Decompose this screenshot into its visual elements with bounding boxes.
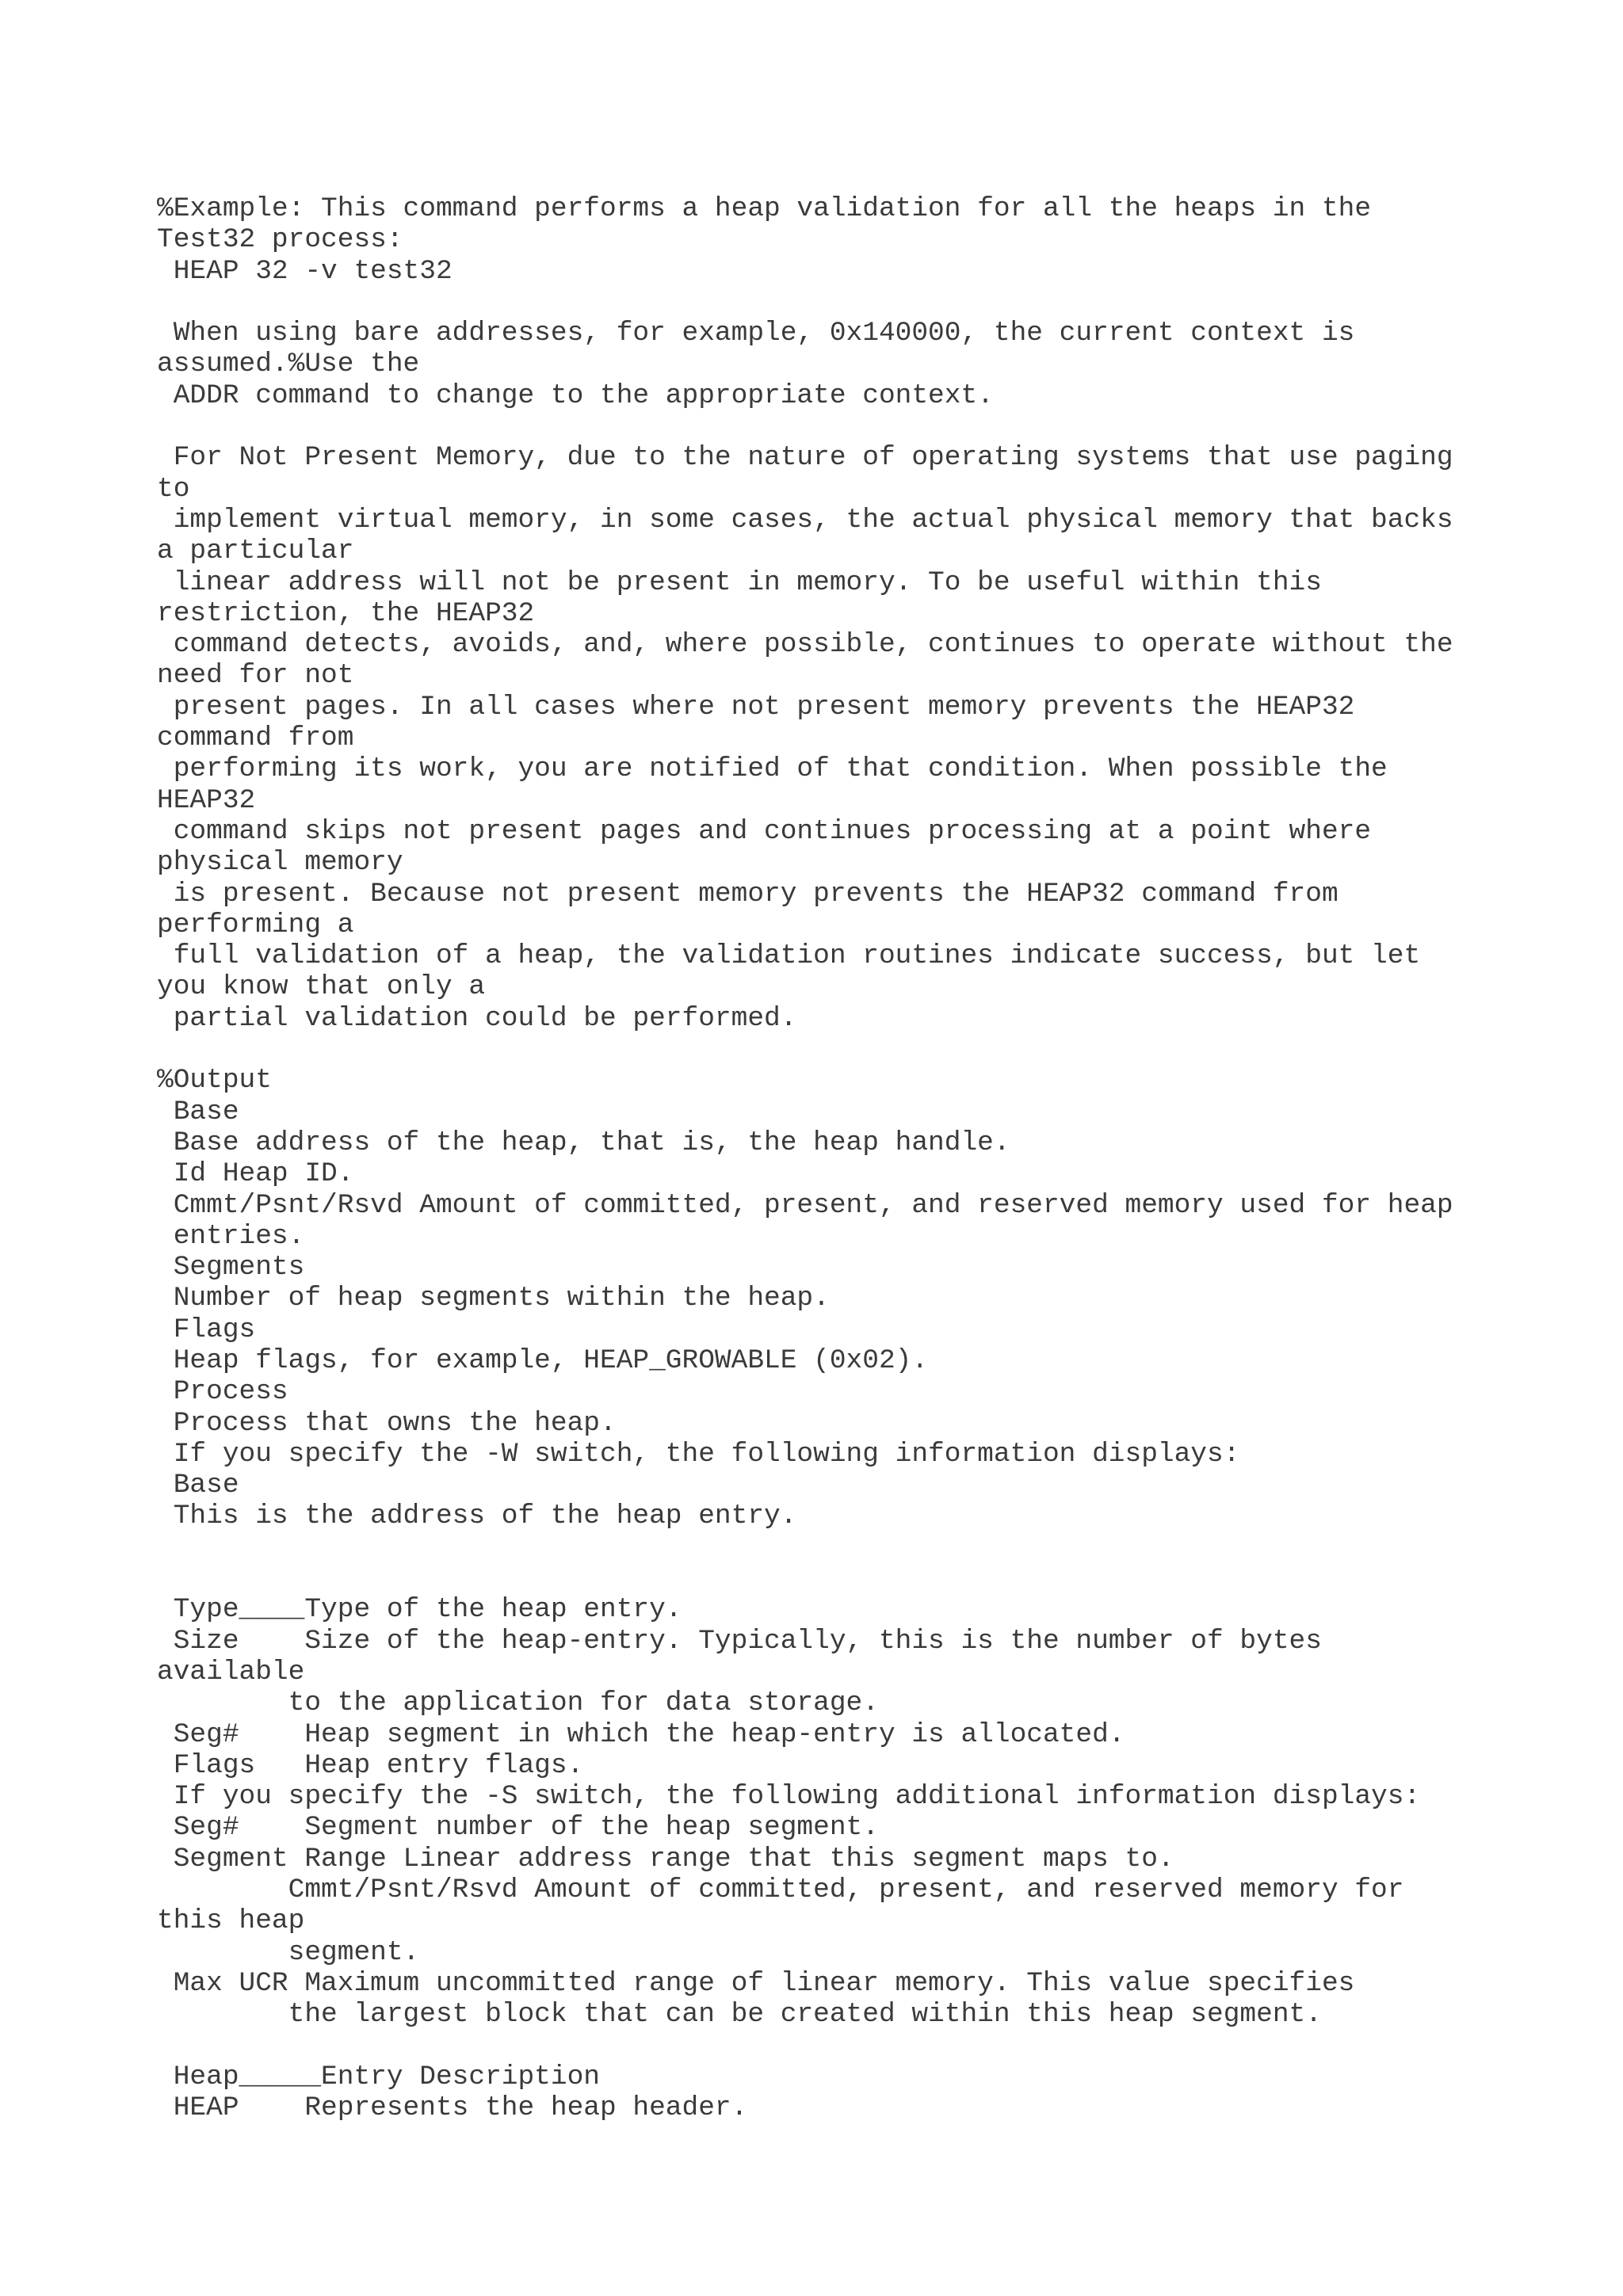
text-line: restriction, the HEAP32 <box>157 597 535 629</box>
text-line: implement virtual memory, in some cases, the actual physical memory that backs <box>157 504 1453 536</box>
text-line: full validation of a heap, the validation routines indicate success, but let <box>157 940 1421 972</box>
text-line: Seg# Segment number of the heap segment. <box>157 1812 879 1844</box>
text-line: Process that owns the heap. <box>157 1407 617 1439</box>
text-line: command from <box>157 723 354 754</box>
text-line: segment. <box>157 1936 420 1968</box>
text-line: performing its work, you are notified of that condition. When possible the <box>157 753 1388 785</box>
text-line: command detects, avoids, and, where possible, continues to operate without the <box>157 629 1453 661</box>
text-line: you know that only a <box>157 971 486 1003</box>
text-line: ADDR command to change to the appropriate context. <box>157 379 994 411</box>
text-line <box>157 411 1583 442</box>
text-line: Base <box>157 1096 239 1127</box>
text-line: If you specify the -W switch, the following information displays: <box>157 1438 1240 1470</box>
text-line: When using bare addresses, for example, 0x140000, the current context is <box>157 318 1355 349</box>
text-line: this heap <box>157 1905 305 1937</box>
text-line: need for not <box>157 660 354 692</box>
text-line: HEAP 32 -v test32 <box>157 255 453 287</box>
text-line: Base address of the heap, that is, the heap handle. <box>157 1127 1010 1158</box>
text-line: physical memory <box>157 847 403 879</box>
text-line: %Example: This command performs a heap validation for all the heaps in the <box>157 193 1372 224</box>
text-line <box>157 2031 1583 2061</box>
text-line <box>157 1034 1583 1065</box>
text-line: linear address will not be present in memory. To be useful within this <box>157 566 1322 598</box>
text-line: present pages. In all cases where not present memory prevents the HEAP32 <box>157 691 1355 723</box>
text-line: Cmmt/Psnt/Rsvd Amount of committed, present, and reserved memory for <box>157 1875 1404 1906</box>
text-line: the largest block that can be created within this heap segment. <box>157 1999 1322 2031</box>
text-line: is present. Because not present memory prevents the HEAP32 command from <box>157 878 1338 910</box>
text-line: command skips not present pages and continues processing at a point where <box>157 815 1372 847</box>
text-line: available <box>157 1656 305 1688</box>
text-line: Flags Heap entry flags. <box>157 1749 584 1781</box>
text-line: partial validation could be performed. <box>157 1002 797 1034</box>
text-line: Segment Range Linear address range that this segment maps to. <box>157 1843 1174 1875</box>
text-line: Test32 process: <box>157 224 403 256</box>
text-line: Heap_____Entry Description <box>157 2061 600 2092</box>
text-line: Flags <box>157 1314 256 1345</box>
document-body <box>157 193 1583 2123</box>
text-line: entries. <box>157 1220 305 1252</box>
text-line: If you specify the -S switch, the following additional information displays: <box>157 1781 1421 1813</box>
text-line: This is the address of the heap entry. <box>157 1501 797 1532</box>
text-line: Size Size of the heap-entry. Typically, this is the number of bytes <box>157 1625 1322 1657</box>
text-line: Number of heap segments within the heap. <box>157 1283 830 1314</box>
text-line: Id Heap ID. <box>157 1158 354 1190</box>
text-line: Seg# Heap segment in which the heap-entry is allocated. <box>157 1718 1125 1750</box>
text-line: Cmmt/Psnt/Rsvd Amount of committed, present, and reserved memory used for heap <box>157 1189 1453 1221</box>
text-line: performing a <box>157 909 354 940</box>
section-heading-output: %Output <box>157 1065 272 1097</box>
text-line: HEAP32 <box>157 784 256 816</box>
text-line: Process <box>157 1376 288 1408</box>
text-line: Heap flags, for example, HEAP_GROWABLE (0x02). <box>157 1344 929 1376</box>
text-line: Type____Type of the heap entry. <box>157 1594 682 1626</box>
text-line: HEAP Represents the heap header. <box>157 2092 748 2124</box>
text-line: to <box>157 473 190 505</box>
text-line <box>157 287 1583 318</box>
text-line: to the application for data storage. <box>157 1688 879 1719</box>
text-line: Base <box>157 1470 239 1501</box>
text-line: Max UCR Maximum uncommitted range of linear memory. This value specifies <box>157 1967 1355 1999</box>
text-line: a particular <box>157 536 354 567</box>
text-line: For Not Present Memory, due to the nature of operating systems that use paging <box>157 442 1453 474</box>
text-line <box>157 1532 1583 1563</box>
text-line <box>157 1563 1583 1594</box>
text-line: Segments <box>157 1252 305 1283</box>
text-line: assumed.%Use the <box>157 349 420 380</box>
